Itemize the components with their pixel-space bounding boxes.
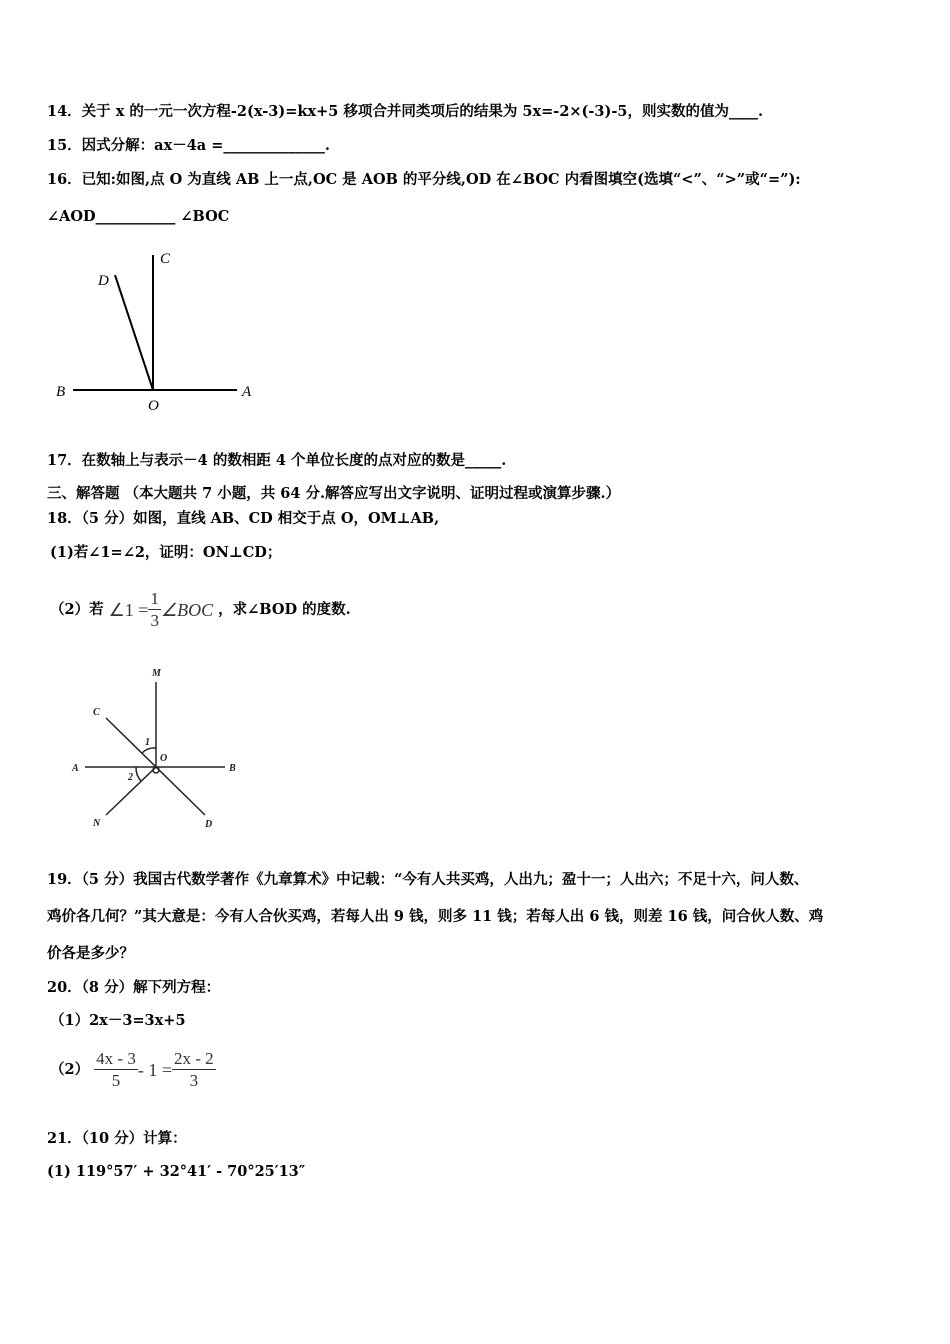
question-20-part-1: （1）2x－3=3x+5 bbox=[50, 1012, 186, 1029]
question-20-part-2 bbox=[50, 1045, 216, 1095]
numerator: 4x - 3 bbox=[96, 1048, 136, 1068]
fraction-one-third bbox=[148, 589, 161, 632]
label-c: C bbox=[93, 707, 100, 718]
denominator: 5 bbox=[111, 1070, 121, 1090]
part-suffix: ，求∠BOD 的度数. bbox=[218, 601, 351, 618]
label-c: C bbox=[160, 251, 171, 267]
figure-18 bbox=[85, 682, 225, 815]
question-15: 15．因式分解：ax－4a =______________. bbox=[47, 137, 330, 154]
question-20: 20．（8 分）解下列方程： bbox=[47, 979, 221, 996]
label-a: A bbox=[242, 384, 252, 400]
numerator: 1 bbox=[150, 588, 159, 608]
label-d: D bbox=[205, 819, 213, 830]
label-b: B bbox=[56, 384, 66, 400]
label-angle-2: 2 bbox=[128, 772, 133, 783]
label-b: B bbox=[229, 763, 236, 774]
question-17: 17．在数轴上与表示－4 的数相距 4 个单位长度的点对应的数是_____. bbox=[47, 452, 507, 469]
denominator: 3 bbox=[189, 1070, 199, 1090]
label-o: O bbox=[148, 398, 159, 414]
label-a: A bbox=[72, 763, 79, 774]
question-18: 18．（5 分）如图，直线 AB、CD 相交于点 O，OM⊥AB, bbox=[47, 510, 440, 527]
formula-rhs: ∠BOC bbox=[160, 600, 214, 620]
numerator: 2x - 2 bbox=[173, 1048, 214, 1068]
question-21-part-1: (1) 119°57′ + 32°41′ - 70°25′13″ bbox=[47, 1163, 306, 1180]
formula-lhs: ∠1 = bbox=[108, 600, 149, 620]
fraction-left bbox=[94, 1049, 138, 1092]
label-m: M bbox=[152, 668, 161, 679]
question-14: 14．关于 x 的一元一次方程-2(x-3)=kx+5 移项合并同类项后的结果为 5x=-2×(-3)-5，则实数的值为____. bbox=[47, 103, 764, 120]
angle-1-arc bbox=[142, 748, 156, 753]
question-16-blank: ∠AOD___________ ∠BOC bbox=[47, 208, 230, 225]
section-3-heading: 三、解答题 （本大题共 7 小题，共 64 分.解答应写出文字说明、证明过程或演算步骤.） bbox=[47, 485, 621, 502]
label-angle-1: 1 bbox=[145, 737, 150, 748]
part-label: （2） bbox=[50, 1061, 90, 1078]
question-19-line-1: 19．（5 分）我国古代数学著作《九章算术》中记载：“今有人共买鸡，人出九；盈十一；人出六；不足十六，问人数、 bbox=[47, 871, 809, 888]
question-18-part-1: (1)若∠1=∠2，证明：ON⊥CD； bbox=[50, 544, 282, 561]
label-n: N bbox=[93, 818, 101, 829]
ray-od bbox=[115, 275, 153, 390]
angle-2-arc bbox=[136, 767, 141, 781]
part-label: （2）若 bbox=[50, 601, 104, 618]
question-21: 21．（10 分）计算： bbox=[47, 1130, 187, 1147]
label-o: O bbox=[160, 753, 168, 764]
equation-middle: - 1 = bbox=[137, 1060, 172, 1080]
question-16: 16．已知:如图,点 O 为直线 AB 上一点,OC 是 AOB 的平分线,OD 在∠BOC 内看图填空(选填“<”、“>”或“=”): bbox=[47, 171, 801, 188]
label-d: D bbox=[98, 273, 109, 289]
denominator: 3 bbox=[150, 610, 159, 630]
question-19-line-2: 鸡价各几何？”其大意是：今有人合伙买鸡，若每人出 9 钱，则多 11 钱；若每人出 6 钱，则差 16 钱，问合伙人数、鸡 bbox=[47, 908, 824, 925]
fraction-right bbox=[172, 1049, 216, 1092]
question-19-line-3: 价各是多少？ bbox=[47, 945, 134, 962]
question-18-part-2 bbox=[50, 580, 351, 640]
